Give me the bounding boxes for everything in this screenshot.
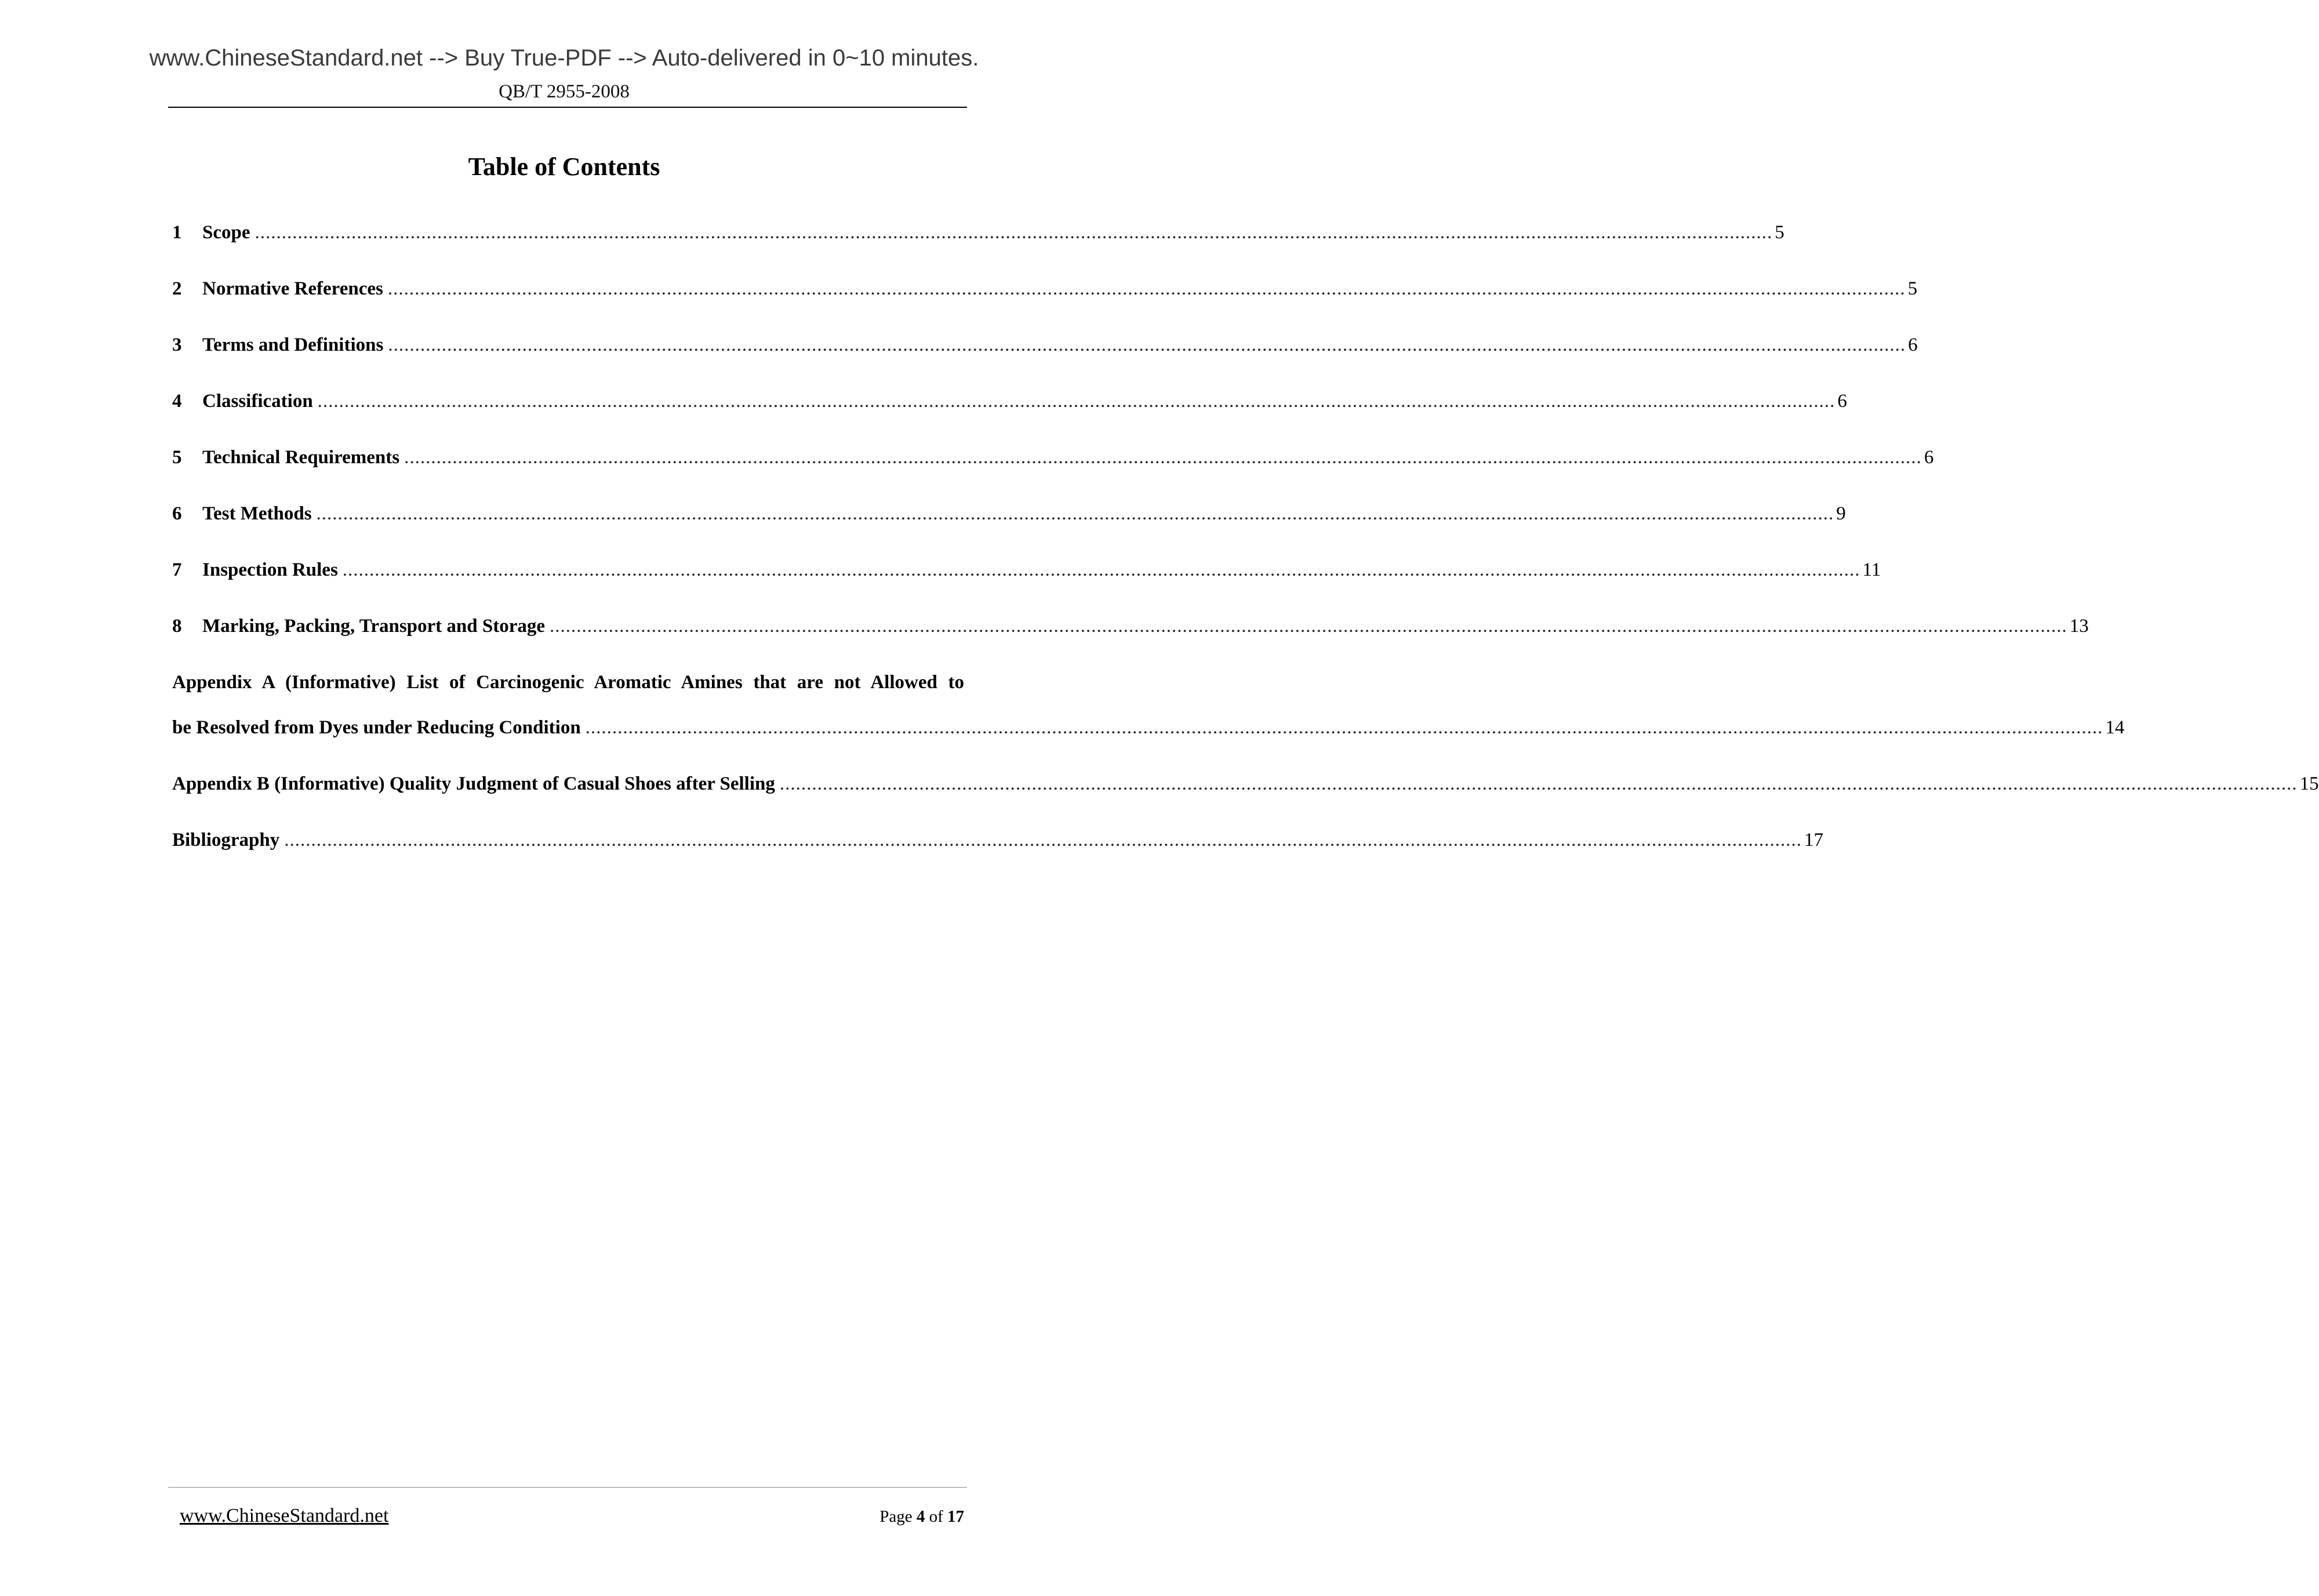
toc-entry-number: 8 [172, 616, 182, 637]
toc-entry-number: 1 [172, 222, 182, 243]
header-divider [168, 107, 967, 108]
page-current: 4 [916, 1507, 925, 1526]
toc-entry-title: Technical Requirements [202, 447, 400, 468]
toc-entry-title: Classification [202, 391, 313, 412]
toc-entry[interactable] [172, 443, 1934, 472]
toc-appendix-a-line1[interactable]: Appendix A (Informative) List of Carcinogenic Aromatic Amines that are not Allowed to [172, 672, 964, 693]
toc-entry-title: Terms and Definitions [202, 335, 384, 355]
toc-entry[interactable] [172, 274, 1918, 303]
page-number [879, 1507, 964, 1526]
toc-entry-title: Inspection Rules [202, 559, 338, 580]
toc-entry-page: 6 [1924, 447, 1934, 468]
toc-leader: ........................................................................................................................................................................................................................................................................................... [388, 335, 1906, 355]
toc-entry-number: 7 [172, 559, 182, 580]
toc-entry-title: Bibliography [172, 830, 280, 850]
toc-entry-number: 3 [172, 335, 182, 355]
toc-entry-page: 14 [2105, 717, 2125, 738]
toc-entry[interactable] [172, 555, 1881, 584]
toc-leader: ........................................................................................................................................................................................................................................................................................... [284, 830, 1802, 850]
toc-entry-title: Test Methods [202, 503, 312, 524]
toc-entry-page: 5 [1907, 278, 1918, 299]
toc-entry-number: 2 [172, 278, 182, 299]
toc-leader: ........................................................................................................................................................................................................................................................................................... [342, 559, 1860, 580]
footer-website-link[interactable]: www.ChineseStandard.net [180, 1505, 389, 1526]
toc-entry-number: 5 [172, 447, 182, 468]
toc-title: Table of Contents [468, 152, 660, 181]
toc-leader: ........................................................................................................................................................................................................................................................................................... [316, 503, 1834, 524]
toc-bibliography[interactable] [172, 826, 1823, 855]
toc-entry-page: 11 [1862, 559, 1881, 580]
page-sep: of [929, 1507, 943, 1526]
toc-entry-page: 9 [1836, 503, 1846, 524]
toc-entry-page: 15 [2299, 773, 2319, 794]
toc-entry-page: 13 [2069, 616, 2089, 637]
header-banner: www.ChineseStandard.net --> Buy True-PDF --> Auto-delivered in 0~10 minutes. [149, 45, 979, 71]
toc-leader: ........................................................................................................................................................................................................................................................................................... [255, 222, 1773, 243]
toc-leader: ........................................................................................................................................................................................................................................................................................... [387, 278, 1906, 299]
toc-leader: ........................................................................................................................................................................................................................................................................................... [317, 391, 1835, 412]
toc-entry[interactable] [172, 218, 1784, 247]
toc-appendix-a-line2[interactable] [172, 713, 2125, 742]
toc-entry[interactable] [172, 612, 2089, 641]
toc-leader: ........................................................................................................................................................................................................................................................................................... [550, 616, 2067, 637]
toc-appendix-b[interactable] [172, 769, 2319, 798]
toc-entry[interactable] [172, 387, 1847, 416]
toc-entry-title: Scope [202, 222, 250, 243]
toc-entry[interactable] [172, 499, 1846, 528]
page-label: Page [879, 1507, 913, 1526]
toc-leader: ........................................................................................................................................................................................................................................................................................... [404, 447, 1922, 468]
toc-entry-page: 17 [1804, 830, 1823, 850]
toc-leader: ........................................................................................................................................................................................................................................................................................... [779, 773, 2298, 794]
toc-entry-title: Normative References [202, 278, 383, 299]
toc-entry-page: 6 [1837, 391, 1847, 412]
footer-divider [168, 1487, 967, 1488]
document-code: QB/T 2955-2008 [499, 81, 630, 102]
toc-entry-page: 5 [1775, 222, 1784, 243]
toc-entry-number: 6 [172, 503, 182, 524]
toc-entry[interactable] [172, 330, 1918, 359]
toc-entry-title: Appendix B (Informative) Quality Judgment of Casual Shoes after Selling [172, 773, 775, 794]
toc-entry-title: Marking, Packing, Transport and Storage [202, 616, 545, 637]
toc-entry-page: 6 [1908, 335, 1918, 355]
toc-entry-number: 4 [172, 391, 182, 412]
page-total: 17 [947, 1507, 964, 1526]
toc-entry-title: be Resolved from Dyes under Reducing Condition [172, 717, 581, 738]
toc-leader: ........................................................................................................................................................................................................................................................................................... [585, 717, 2103, 738]
